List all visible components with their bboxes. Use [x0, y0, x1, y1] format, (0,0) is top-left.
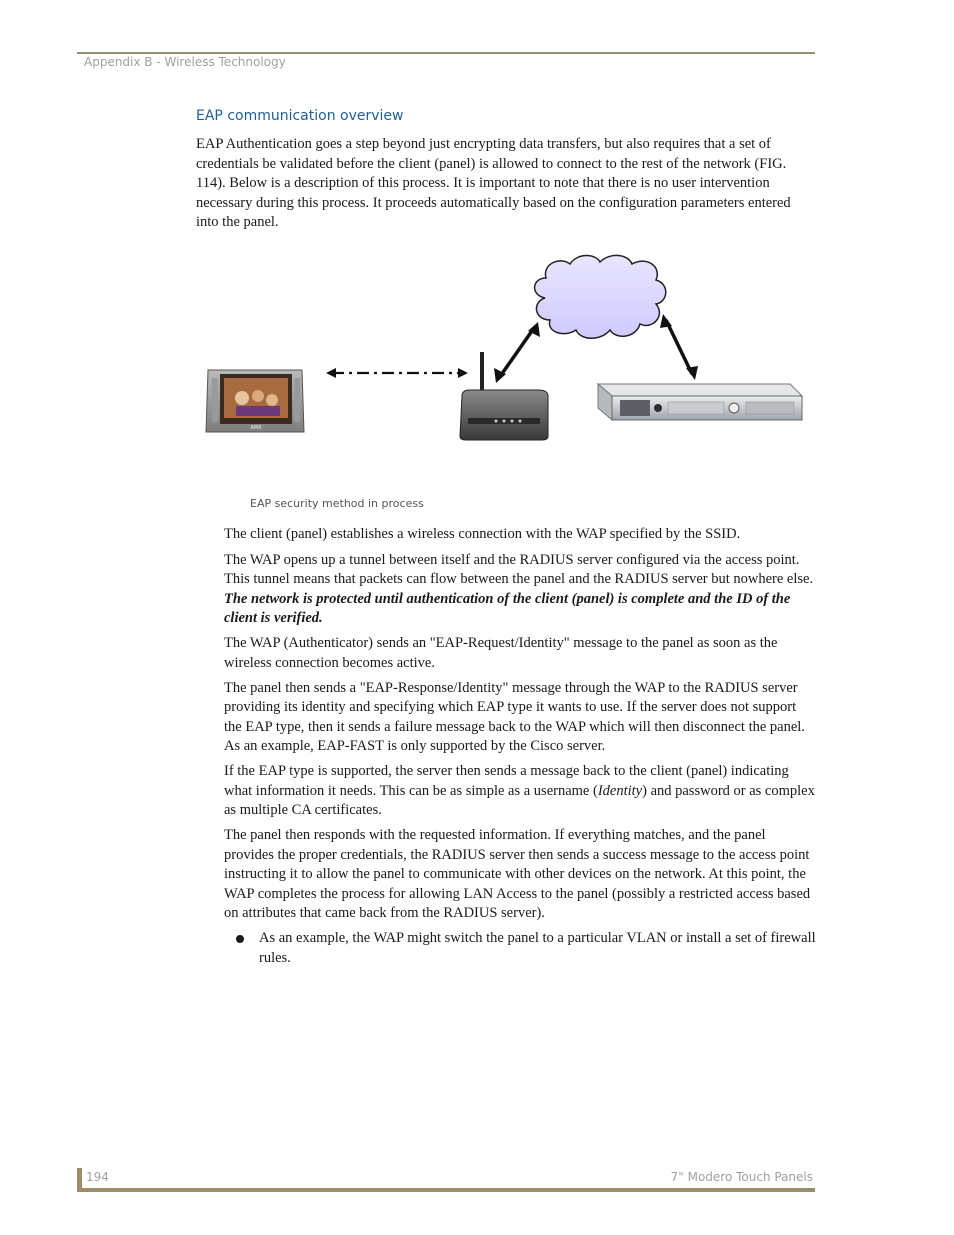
header-rule: [77, 52, 815, 54]
footer-rule: [77, 1188, 815, 1192]
page-number: 194: [86, 1170, 109, 1184]
step-4-paragraph: The panel then sends a "EAP-Response/Identity" message through the WAP to the RADIUS server providing its identity and specifying which EAP type it wants to use. If the server does not support the EAP type, then it sends a failure message back to the WAP which will then disconnect the panel. As an example, EAP-FAST is only supported by the Cisco server.: [224, 679, 805, 754]
network-cloud-icon: [535, 255, 666, 338]
section-title: EAP communication overview: [196, 108, 404, 124]
figure-caption: EAP security method in process: [250, 497, 424, 510]
eap-diagram: [200, 250, 810, 450]
running-header: Appendix B - Wireless Technology: [84, 55, 286, 69]
cloud-server-arrow: [660, 314, 698, 380]
radius-server-icon: [598, 384, 802, 420]
wap-cloud-arrow: [494, 322, 540, 383]
step-2-emphasis: The network is protected until authentication of the client (panel) is complete and the ID of the client is verified.: [224, 590, 791, 626]
step-6-paragraph: The panel then responds with the requested information. If everything matches, and the panel provides the proper credentials, the RADIUS server then sends a success message to the access point instructing it to allow the panel to communicate with other devices on the network. At this point, the WAP completes the process for allowing LAN Access to the panel (possibly a restricted access based on attributes that came back from the RADIUS server).: [224, 827, 811, 921]
touch-panel-icon: [206, 370, 304, 432]
access-point-icon: [460, 352, 548, 440]
step-5-text-c: ) and password or as complex as multiple CA certificates.: [224, 782, 815, 818]
intro-paragraph: EAP Authentication goes a step beyond just encrypting data transfers, but also requires that a set of credentials be validated before the client (panel) is allowed to connect to the rest of the network (FIG. 114). Below is a description of this process. It is important to note that there is no user intervention necessary during this process. It proceeds automatically based on the configuration parameters entered into the panel.: [196, 136, 791, 230]
process-steps: [224, 525, 816, 968]
step-2-paragraph: [224, 551, 816, 629]
wireless-link-arrow: [326, 368, 468, 378]
step-1-paragraph: The client (panel) establishes a wireless connection with the WAP specified by the SSID.: [224, 526, 741, 542]
step-3-paragraph: The WAP (Authenticator) sends an "EAP-Request/Identity" message to the panel as soon as the wireless connection becomes active.: [224, 635, 778, 671]
step-5-paragraph: [224, 762, 816, 821]
bullet-item: [224, 929, 816, 968]
footer-doc-title: 7" Modero Touch Panels: [670, 1170, 813, 1184]
bullet-icon: [236, 935, 244, 943]
step-2-text: The WAP opens up a tunnel between itself and the RADIUS server configured via the access point. This tunnel means that packets can flow between the panel and the RADIUS server but nowhere else.: [224, 551, 814, 587]
step-5-text-a: If the EAP type is supported, the server then sends a message back to the client (panel) indicating what information it needs. This can be as simple as a username (: [224, 763, 789, 799]
bullet-text: As an example, the WAP might switch the panel to a particular VLAN or install a set of firewall rules.: [259, 930, 816, 966]
step-5-identity: Identity: [597, 782, 643, 799]
panel-brand: AMX: [250, 425, 262, 431]
eap-diagram-svg: [200, 250, 810, 450]
